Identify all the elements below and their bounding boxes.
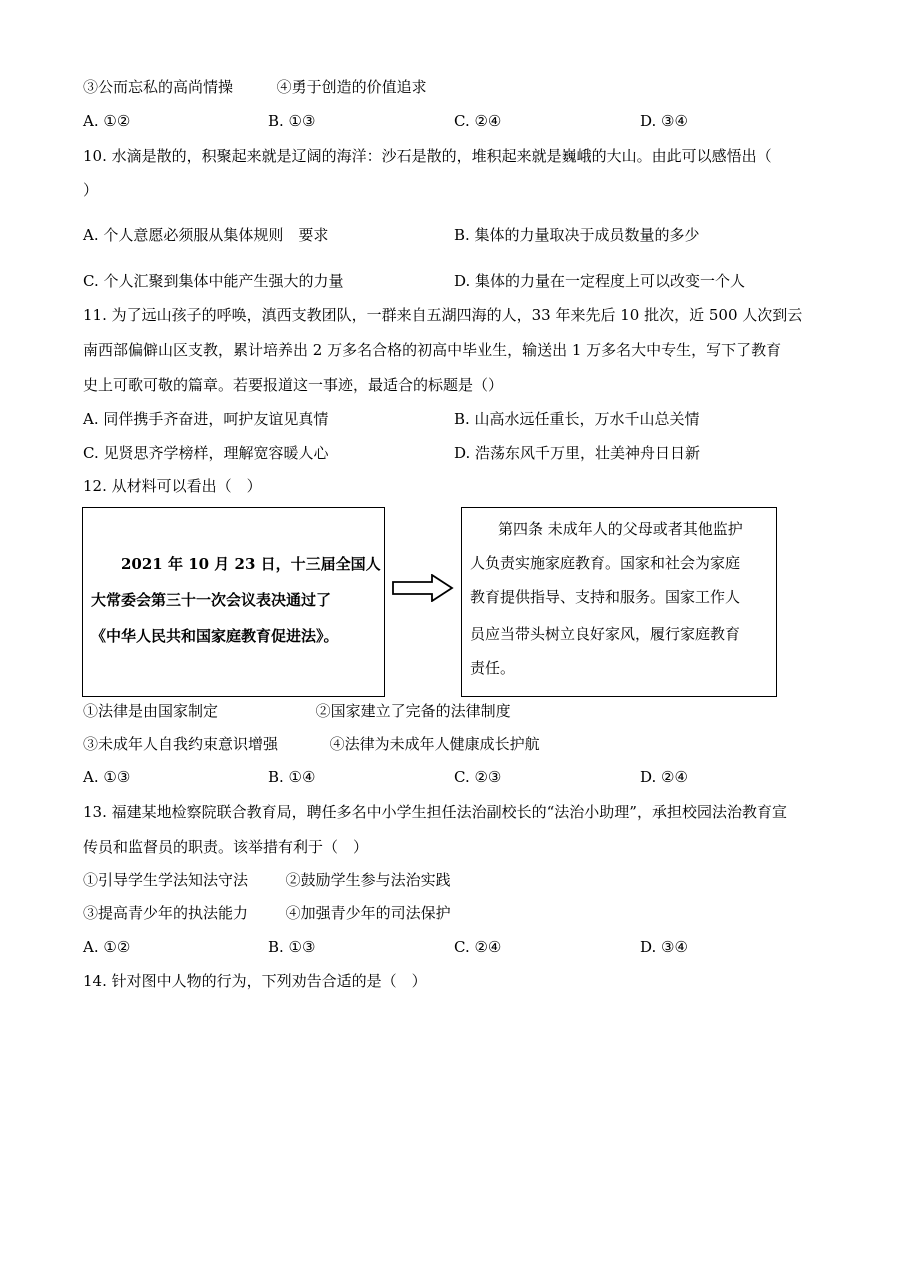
q12-right-line-2: 人负责实施家庭教育。国家和社会为家庭	[470, 554, 741, 572]
q12-option-d[interactable]: D. ②④	[640, 768, 688, 786]
q12-right-line-4: 员应当带头树立良好家风，履行家庭教育	[470, 625, 741, 643]
right-arrow-icon	[392, 574, 454, 602]
q13-item-2: ②鼓励学生参与法治实践	[285, 871, 451, 889]
q12-right-material-box	[461, 507, 777, 697]
q12-left-line-1: 2021 年 10 月 23 日，十三届全国人	[121, 555, 381, 573]
q12-item-4: ④法律为未成年人健康成长护航	[329, 735, 540, 753]
q13-item-3: ③提高青少年的执法能力	[83, 904, 249, 922]
q13-option-a[interactable]: A. ①②	[83, 938, 131, 956]
q12-left-material-box	[82, 507, 385, 697]
q13-items-line-2	[83, 902, 451, 924]
q9-option-d[interactable]: D. ③④	[640, 112, 688, 130]
q10-stem-line-2: ）	[83, 181, 99, 199]
q12-items-line-1	[83, 700, 511, 722]
q9-item-3: ③公而忘私的高尚情操	[83, 78, 234, 96]
q12-right-line-5: 责任。	[470, 659, 516, 677]
q11-option-a[interactable]: A. 同伴携手齐奋进，呵护友谊见真情	[83, 410, 329, 428]
q12-left-line-2: 大常委会第三十一次会议表决通过了	[91, 591, 332, 609]
q9-option-c[interactable]: C. ②④	[454, 112, 502, 130]
q12-option-b[interactable]: B. ①④	[268, 768, 316, 786]
q11-option-c[interactable]: C. 见贤思齐学榜样，理解宽容暖人心	[83, 444, 329, 462]
q11-option-d[interactable]: D. 浩荡东风千万里，壮美神舟日日新	[454, 444, 701, 462]
q10-option-d[interactable]: D. 集体的力量在一定程度上可以改变一个人	[454, 272, 746, 290]
q9-items-line	[83, 76, 427, 98]
q13-items-line-1	[83, 869, 451, 891]
q10-option-a[interactable]: A. 个人意愿必须服从集体规则 要求	[83, 226, 329, 244]
q13-item-4: ④加强青少年的司法保护	[285, 904, 451, 922]
q14-stem: 14. 针对图中人物的行为，下列劝告合适的是（ ）	[83, 972, 427, 990]
q12-option-c[interactable]: C. ②③	[454, 768, 502, 786]
q12-stem: 12. 从材料可以看出（ ）	[83, 477, 262, 495]
q13-option-b[interactable]: B. ①③	[268, 938, 316, 956]
q9-option-b[interactable]: B. ①③	[268, 112, 316, 130]
q12-right-line-3: 教育提供指导、支持和服务。国家工作人	[470, 588, 741, 606]
q10-option-b[interactable]: B. 集体的力量取决于成员数量的多少	[454, 226, 700, 244]
q13-option-c[interactable]: C. ②④	[454, 938, 502, 956]
q13-item-1: ①引导学生学法知法守法	[83, 871, 249, 889]
q11-option-b[interactable]: B. 山高水远任重长，万水千山总关情	[454, 410, 700, 428]
q12-item-3: ③未成年人自我约束意识增强	[83, 735, 279, 753]
q10-stem-line-1: 10. 水滴是散的，积聚起来就是辽阔的海洋：沙石是散的，堆积起来就是巍峨的大山。由此可以感悟出（	[83, 147, 772, 165]
q11-stem-line-3: 史上可歌可敬的篇章。若要报道这一事迹，最适合的标题是（）	[83, 376, 504, 394]
q13-option-d[interactable]: D. ③④	[640, 938, 688, 956]
q11-stem-line-2: 南西部偏僻山区支教，累计培养出 2 万多名合格的初高中毕业生，输送出 1 万多名大中专生，写下了教育	[83, 341, 782, 359]
q13-stem-line-2: 传员和监督员的职责。该举措有利于（ ）	[83, 838, 369, 856]
q12-items-line-2	[83, 733, 540, 755]
q10-option-c[interactable]: C. 个人汇聚到集体中能产生强大的力量	[83, 272, 344, 290]
q12-right-line-1: 第四条 未成年人的父母或者其他监护	[498, 520, 743, 538]
q9-option-a[interactable]: A. ①②	[83, 112, 131, 130]
q12-item-1: ①法律是由国家制定	[83, 702, 219, 720]
q12-left-line-3: 《中华人民共和国家庭教育促进法》。	[91, 627, 339, 645]
q9-item-4: ④勇于创造的价值追求	[276, 78, 427, 96]
q13-stem-line-1: 13. 福建某地检察院联合教育局，聘任多名中小学生担任法治副校长的“法治小助理”，承担校园法治教育宣	[83, 803, 787, 821]
q12-item-2: ②国家建立了完备的法律制度	[315, 702, 511, 720]
q11-stem-line-1: 11. 为了远山孩子的呼唤，滇西支教团队，一群来自五湖四海的人，33 年来先后 10 批次，近 500 人次到云	[83, 306, 803, 324]
q12-option-a[interactable]: A. ①③	[83, 768, 131, 786]
